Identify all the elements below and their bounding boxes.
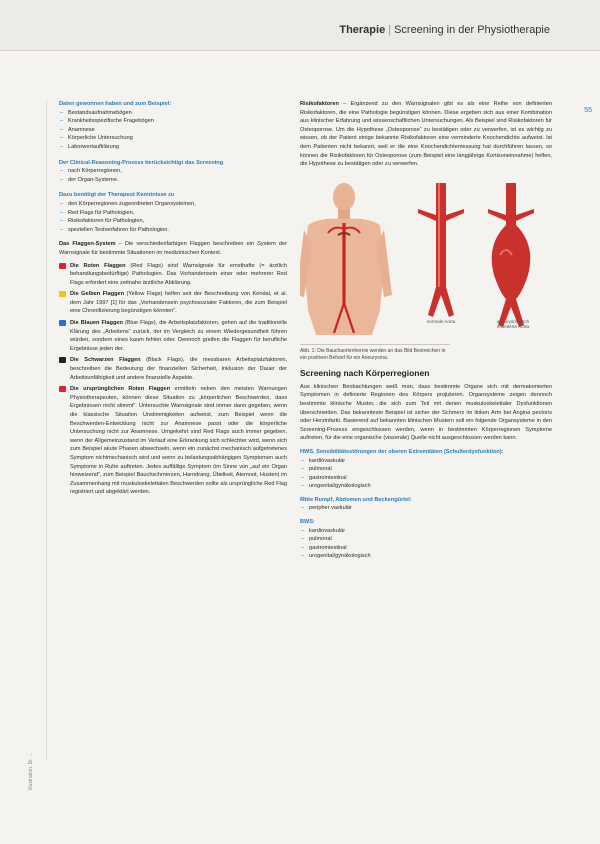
list-item: – Bestandsaufnahmebögen	[68, 109, 287, 118]
flag-name: Die Roten Flaggen	[70, 262, 126, 269]
flag-name: Die Blauen Flaggen	[70, 320, 123, 327]
flag-entry-red-original	[59, 385, 287, 497]
list-item: – peripher vaskulär	[309, 504, 552, 513]
flag-entry-black	[59, 356, 287, 382]
flag-text: ermitteln neben den meisten Warnungen Physiotherapeuten, können diese Situation zu „körperlichen Beschwerden, dass Ergebnissen nicht stimmt“. Untersuchte Warnsignale sind immer dann gegeben, wenn die klassische Situation Unstimmigkeiten aufweist, zum Beispiel wenn die Beschwerden-Entwicklung nicht zur Anamnese passt oder die körperliche Untersuchung nicht zur Anamnese. Umgekehrt sind Red Flags auch immer gegeben, wenn der Allgemeinzustand im Verlauf eine Erkrankung sich schlechter wird, wenn sich zum Beispiel akute Phasen abwechseln, wenn ein zunächst mechanisch aufgetretenes Symptom nichtmechanisch wird und wenn zu belastungsabhängigen Symptomen auch Symptome in Ruhe auftreten. Jedes auffällige Symptom (im Sinne von „auf ein Organ hinweisend“, zum Beispiel Bauchschmerzen, Harndrang, Übelkeit, Atemnot, Husten) im Zusammenhang mit muskuloskelettalen Beschwerden sollte als ursprüngliche Red Flag registriert und abgeklärt werden.	[70, 386, 287, 496]
regions-paragraph: Aus klinischen Beobachtungen weiß man, dass bestimmte Organe sich mit dermatomierten Symptomen in definierte Regionen des Körpers projizieren. Organsysteme zeigen dennoch bestimmte klinische Muster, die sich zum Teil mit denen muskuloskelettaler Dysfunktionen überschneiden. Das bekannteste Beispiel ist sicher der Schmerz im linken Arm bei Angina pectoris oder Herzinfarkt. Basierend auf bekannten klinischen Mustern soll ein folgende Organsysteme in den Screening-Prozess eingeschlossen werden, wenn in bestimmten Körperregionen Symptome auftreten, für die eine organische (viszerale) Quelle nicht ausgeschlossen werden kann.	[300, 383, 552, 442]
flag-entry-blue	[59, 319, 287, 353]
list-item: – Körperliche Untersuchung	[68, 134, 287, 143]
flag-entry-yellow	[59, 290, 287, 316]
side-credit: Illustration: Dr. ...	[28, 752, 34, 790]
red-flag-icon	[59, 263, 66, 269]
box1-title: Daten gewonnen haben und zum Beispiel:	[59, 101, 172, 107]
flag-name: Die Gelben Flaggen	[70, 291, 125, 298]
list-item: – Krankheitsspezifische Fragebögen	[68, 117, 287, 126]
header-subtitle: Screening in der Physiotherapie	[394, 24, 550, 36]
list-item: – kardiovaskulär	[309, 457, 552, 466]
list-item: – gastrointestinal	[309, 474, 552, 483]
region-list	[300, 527, 552, 561]
aorta-illustration	[300, 175, 552, 340]
flags-intro	[59, 240, 287, 257]
risk-factors-paragraph	[300, 100, 552, 169]
list-item: – nach Körperregionen,	[68, 167, 287, 176]
chapter-title: Therapie	[339, 24, 386, 36]
list-item: – pulmonal	[309, 535, 552, 544]
list-item: – urogenital/gynäkologisch	[309, 552, 552, 561]
figure-aorta	[300, 175, 552, 340]
list-item: – der Organ-Systeme.	[68, 176, 287, 185]
flag-name: Die Schwarzen Flaggen	[70, 357, 141, 364]
list-item: – Laborwertaufklärung	[68, 143, 287, 152]
box3-title: Dazu benötigt der Therapeut Kenntnisse zu	[59, 192, 175, 199]
flags-intro-text: – Die verschiedenfarbigen Flaggen beschreiben ein System der Warnsignale für bestimmte Situationen im medizinischen Kontext.	[59, 241, 287, 256]
right-column	[300, 100, 552, 561]
flag-name: Die ursprünglichen Roten Flaggen	[70, 386, 171, 393]
label-aneurysm-aorta: aneurysmatisch erweiterte Aorta	[496, 318, 530, 330]
list-item: – gastrointestinal	[309, 544, 552, 553]
blue-flag-icon	[59, 320, 66, 326]
red-flag-icon	[59, 386, 66, 392]
section-title: Screening nach Körperregionen	[300, 367, 430, 378]
flag-text: (Blue Flags), die Arbeitsplatzfaktoren, gehen auf die traditionelle Klärung des „Arbeitens“ zurück, der im Vergleich zu einem Wiedergesundheit führen würden, sondern eines kaum fehlen oder. Dennoch greifen die Flaggen für berufliche Ergebnisse jeden der.	[70, 320, 288, 352]
human-figure-illustration	[300, 183, 392, 335]
flags-intro-bold: Das Flaggen-System	[59, 241, 116, 248]
box1-list	[59, 109, 287, 152]
box3-list	[59, 200, 287, 234]
list-item: – urogenital/gynäkologisch	[309, 482, 552, 491]
region-list	[300, 504, 552, 513]
label-normal-aorta: normale Aorta	[426, 318, 456, 324]
header-separator: |	[388, 24, 392, 36]
list-item: – Red Flags für Pathologien,	[68, 209, 287, 218]
aneurysm-aorta-illustration	[488, 183, 534, 327]
list-item: – pulmonal	[309, 465, 552, 474]
flag-entry-red	[59, 262, 287, 288]
page-number: 55	[584, 107, 592, 114]
list-item: – kardiovaskulär	[309, 527, 552, 536]
normal-aorta-illustration	[418, 183, 464, 317]
list-item: – Risikofaktoren für Pathologien,	[68, 217, 287, 226]
margin-rule	[46, 100, 47, 760]
running-header	[339, 24, 550, 36]
box2-title: Der Clinical-Reasoning-Prozess berücksichtigt das Screening	[59, 159, 224, 166]
left-column	[59, 100, 287, 500]
yellow-flag-icon	[59, 291, 66, 297]
box2-list	[59, 167, 287, 184]
list-item: – Anamnese	[68, 126, 287, 135]
list-item: – speziellen Testverfahren für Pathologien.	[68, 226, 287, 235]
list-head: BWS:	[300, 519, 315, 526]
flag-text: (Black Flags), die messbaren Arbeitsplatzfaktoren, beschreiben die Bedeutung der finanziellen Sicherheit, Inklusion der Dauer der Arbeitsunfähigkeit und andere finanzielle Aspekte.	[70, 357, 287, 381]
region-list	[300, 457, 552, 491]
list-item: – den Körperregionen zugeordneten Organsystemen,	[68, 200, 287, 209]
figure-caption: Abb. 1: Die Bauchaortenhernie werden an das Bild Bestreichen in ein positiven Befund für ein Aneurysma.	[300, 344, 450, 362]
risk-factors-bold: Risikofaktoren	[300, 101, 339, 107]
risk-factors-text: – Ergänzend zu den Warnsignalen gibt es als eine Reihe von definierten Risikofaktoren, die eine Pathologie begünstigen können. Diese ergeben sich aus einer Kombination aus klinischer Erfahrung und wissenschaftlichen Untersuchungen. Als Beispiel sind Risikofaktoren für Osteoporose. Um die Hypothese „Osteoporose“ zu bestätigen oder zu verwerfen, ist es wichtig zu wissen, ob der Patient einige bekannte Risikofaktoren eine verminderte Knochendichte aufweist. Ist dem Patienten nicht bekannt, weil er die eine Knochendichtemessung hat durchführen lassen, so können die Risikofaktoren für Osteoporose (zum Beispiel eine langjährige Kortisoneinnahme) helfen, die Hypothese zu bestätigen oder zu verwerfen.	[300, 101, 552, 168]
list-head: Mitte Rumpf, Abdomen und Beckengürtel:	[300, 496, 412, 503]
flag-text: (Red Flags) sind Warnsignale für ernsthafte (= ärztlich behandlungsbedürftige) Pathologien. Das Vorhandensein einer oder mehrerer Red Flags erfordert eine zeitnahe ärztliche Abklärung.	[70, 262, 288, 286]
black-flag-icon	[59, 357, 66, 363]
list-head: HWS, Sensibilitätsstörungen der oberen Extremitäten (Schulterdysfunktion):	[300, 448, 504, 455]
flag-text: (Yellow Flags) helfen seit der Beschreibung von Kendal, et al. dem Jahr 1997 [1] für das „Vorhandensein psychosozialer Faktoren, die zum Beispiel eine Chronifizierung begünstigen könnten“.	[70, 291, 287, 315]
